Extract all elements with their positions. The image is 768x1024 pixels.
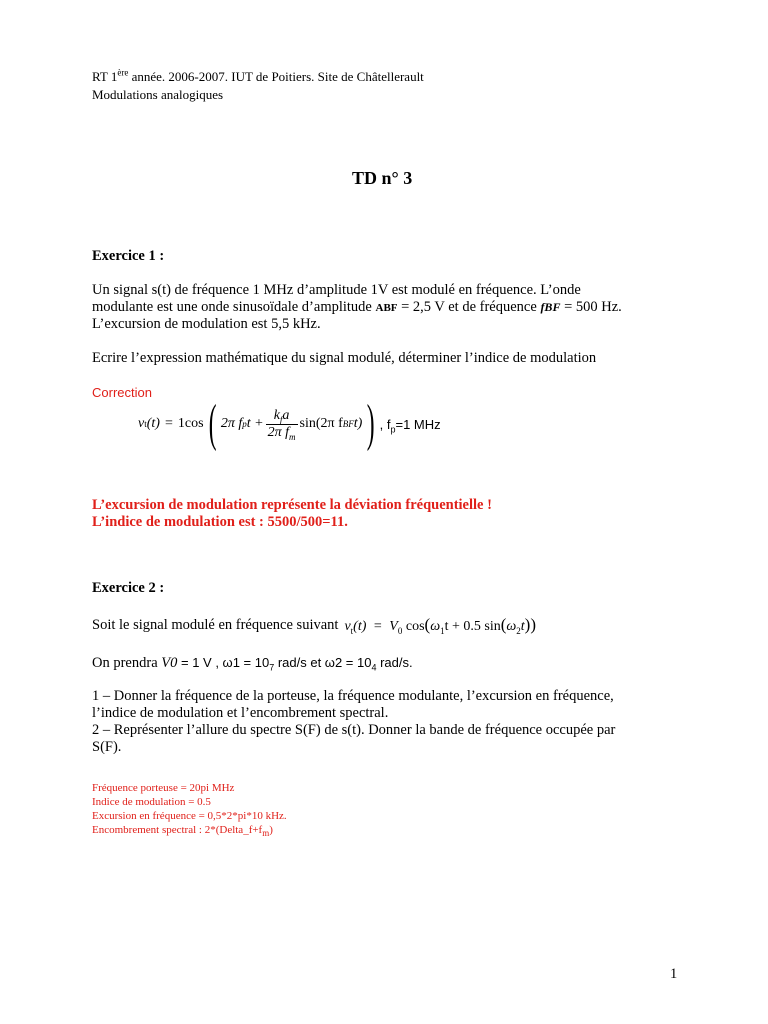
exercise-2-question-1-line1: 1 – Donner la fréquence de la porteuse, la fréquence modulante, l’excursion en fréquence, bbox=[92, 688, 614, 704]
exercise-1-text-line2: modulante est une onde sinusoïdale d’amplitude ABF = 2,5 V et de fréquence fBF = 500 Hz. bbox=[92, 299, 622, 315]
correction-spectral-bandwidth: Encombrement spectral : $2*(Delta\_f+f_m)$ bbox=[92, 824, 273, 839]
correction-modulation-index: Indice de modulation = 0.5 bbox=[92, 796, 211, 808]
exercise-2-heading: Exercice 2 : bbox=[92, 580, 165, 596]
exercise-2-question-2-line1: 2 – Représenter l’allure du spectre S(F) de s(t). Donner la bande de fréquence occupée par bbox=[92, 722, 616, 738]
modulated-signal-equation: v t (t) = 1cos ( 2π f p t + $\frac{k_fa}{2\pi f_m}$ sin(2π f BF t) ) , $f_p=1$ MHz bbox=[138, 395, 441, 452]
page-number: 1 bbox=[670, 966, 678, 982]
correction-frequency-excursion: Excursion en fréquence = 0,5*2*pi*10 kHz. bbox=[92, 810, 287, 822]
exercise-1-text-line3: L’excursion de modulation est 5,5 kHz. bbox=[92, 316, 321, 332]
exercise-1-question: Ecrire l’expression mathématique du signal modulé, déterminer l’indice de modulation bbox=[92, 350, 597, 366]
exercise-2-intro: Soit le signal modulé en fréquence suivant $v_t(t) = V_0$ $\cos(\omega_1t + 0.5$ $\sin(\omega_2t)$) bbox=[92, 615, 536, 636]
exercise-2-given-values: On prendra V0 = 1 V , $\omega 1 = 10_7$ rad/s et $\omega 2 = 10_4$ rad/s. bbox=[92, 655, 413, 673]
exercise-1-text-line1: Un signal s(t) de fréquence 1 MHz d’amplitude 1V est modulé en fréquence. L’onde bbox=[92, 282, 581, 298]
exercise-1-answer-line1: L’excursion de modulation représente la déviation fréquentielle ! bbox=[92, 497, 492, 513]
exercise-1-answer-line2: L’indice de modulation est : 5500/500=11. bbox=[92, 514, 348, 530]
doc-header-line2: Modulations analogiques bbox=[92, 87, 224, 102]
doc-header-line1: RT 1ère année. 2006-2007. IUT de Poitiers. Site de Châtellerault bbox=[92, 67, 424, 84]
correction-carrier-frequency: Fréquence porteuse = 20pi MHz bbox=[92, 782, 235, 794]
page-title: TD n° 3 bbox=[352, 168, 413, 188]
exercise-2-question-1-line2: l’indice de modulation et l’encombrement spectral. bbox=[92, 705, 389, 721]
exercise-1-heading: Exercice 1 : bbox=[92, 248, 165, 264]
fm-signal-equation: $v_t(t) = V_0$ $\cos(\omega_1t + 0.5$ $\sin(\omega_2t)$) bbox=[344, 615, 536, 636]
correction-label: Correction bbox=[92, 385, 152, 400]
exercise-2-question-2-line2: S(F). bbox=[92, 739, 122, 755]
